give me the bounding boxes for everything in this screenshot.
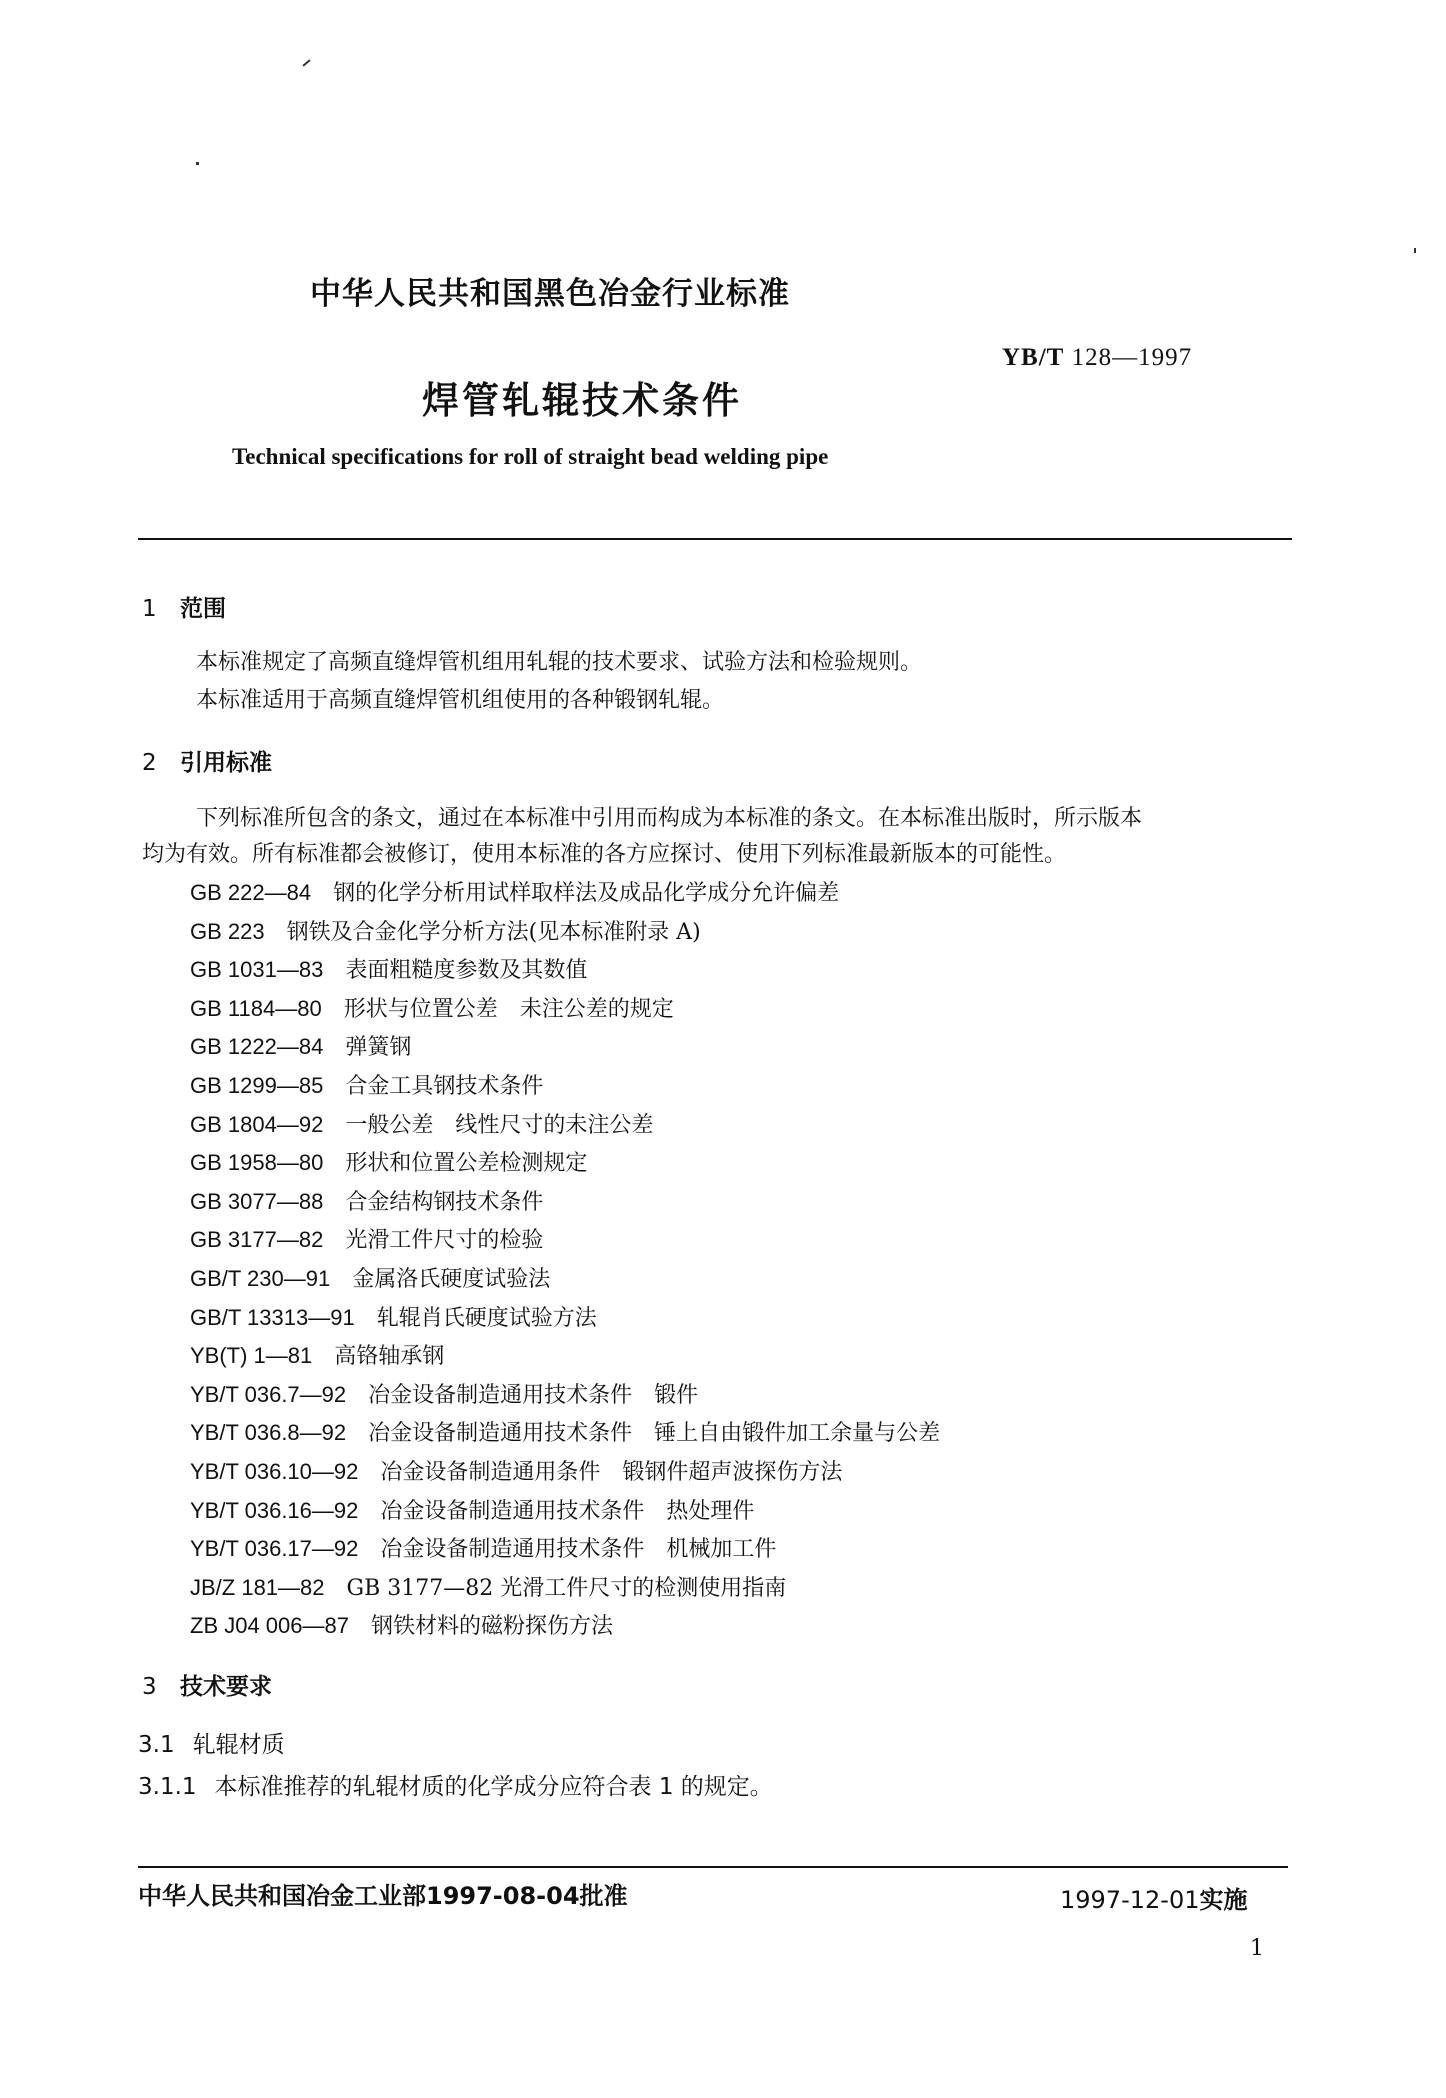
reference-title: 冶金设备制造通用条件 锻钢件超声波探伤方法 xyxy=(380,1459,843,1485)
reference-item xyxy=(190,913,940,952)
scan-mark xyxy=(196,162,199,165)
references-intro: 下列标准所包含的条文，通过在本标准中引用而构成为本标准的条文。在本标准出版时，所示版本 xyxy=(196,806,1143,831)
reference-item xyxy=(190,1106,940,1145)
section-title: 技术要求 xyxy=(180,1674,272,1700)
reference-code: YB/T 036.17—92 xyxy=(190,1536,359,1562)
reference-item xyxy=(190,1376,940,1415)
reference-item xyxy=(190,1144,940,1183)
reference-title: 形状与位置公差 未注公差的规定 xyxy=(343,996,674,1022)
reference-code: GB 1031—83 xyxy=(190,957,324,983)
reference-code: GB 3177—82 xyxy=(190,1227,324,1253)
reference-item xyxy=(190,990,940,1029)
standard-prefix: YB/T xyxy=(1002,344,1065,371)
scope-paragraph: 本标准规定了高频直缝焊管机组用轧辊的技术要求、试验方法和检验规则。 xyxy=(196,650,923,675)
reference-item xyxy=(190,1028,940,1067)
reference-title: 金属洛氏硬度试验法 xyxy=(352,1266,551,1292)
reference-item xyxy=(190,951,940,990)
reference-title: 光滑工件尺寸的检验 xyxy=(345,1228,544,1254)
reference-code: YB(T) 1—81 xyxy=(190,1343,313,1369)
agency-title: 中华人民共和国黑色冶金行业标准 xyxy=(310,276,790,312)
page-number: 1 xyxy=(1250,1936,1264,1961)
reference-title: 冶金设备制造通用技术条件 机械加工件 xyxy=(380,1537,777,1563)
effective-label: 实施 xyxy=(1199,1886,1248,1914)
reference-title: 一般公差 线性尺寸的未注公差 xyxy=(345,1112,654,1138)
reference-title: GB 3177—82 光滑工件尺寸的检测使用指南 xyxy=(346,1575,787,1601)
section-number: 2 xyxy=(142,750,157,776)
reference-code: GB 1804—92 xyxy=(190,1111,324,1137)
effective-line xyxy=(1060,1880,1247,1915)
reference-code: ZB J04 006—87 xyxy=(190,1613,349,1639)
document-title: 焊管轧辊技术条件 xyxy=(422,379,742,422)
references-intro: 均为有效。所有标准都会被修订，使用本标准的各方应探讨、使用下列标准最新版本的可能性。 xyxy=(142,842,1067,867)
clause-number: 3.1.1 xyxy=(138,1774,197,1800)
reference-item xyxy=(190,1067,940,1106)
effective-date: 1997-12-01 xyxy=(1060,1886,1200,1914)
standard-code xyxy=(1002,344,1192,372)
reference-code: GB 223 xyxy=(190,918,265,944)
reference-item xyxy=(190,1337,940,1376)
reference-item xyxy=(190,1260,940,1299)
reference-code: GB 1222—84 xyxy=(190,1034,324,1060)
reference-title: 表面粗糙度参数及其数值 xyxy=(345,958,588,984)
section-number: 1 xyxy=(142,596,157,622)
reference-title: 合金结构钢技术条件 xyxy=(345,1189,544,1215)
reference-title: 冶金设备制造通用技术条件 锤上自由锻件加工余量与公差 xyxy=(368,1421,941,1447)
reference-title: 高铬轴承钢 xyxy=(334,1344,445,1370)
scope-paragraph: 本标准适用于高频直缝焊管机组使用的各种锻钢轧辊。 xyxy=(196,688,725,713)
reference-title: 合金工具钢技术条件 xyxy=(345,1073,544,1099)
standard-number: 128—1997 xyxy=(1071,344,1193,371)
approval-line: 中华人民共和国冶金工业部1997-08-04批准 xyxy=(138,1882,628,1910)
reference-title: 钢铁及合金化学分析方法(见本标准附录 A) xyxy=(286,919,701,945)
reference-title: 弹簧钢 xyxy=(345,1035,412,1061)
reference-title: 钢的化学分析用试样取样法及成品化学成分允许偏差 xyxy=(333,881,840,906)
section-heading-technical xyxy=(142,1668,272,1701)
reference-code: GB 222—84 xyxy=(190,880,312,905)
reference-item xyxy=(190,1299,940,1338)
reference-code: YB/T 036.7—92 xyxy=(190,1381,347,1407)
section-heading-scope xyxy=(142,590,226,623)
footer-divider xyxy=(138,1866,1288,1868)
subsection-heading xyxy=(138,1726,285,1759)
subsection-title: 轧辊材质 xyxy=(192,1732,285,1758)
reference-list xyxy=(190,874,940,1646)
section-title: 范围 xyxy=(180,596,226,622)
reference-code: GB 3077—88 xyxy=(190,1188,324,1214)
reference-title: 钢铁材料的磁粉探伤方法 xyxy=(370,1614,613,1640)
reference-item xyxy=(190,1414,940,1453)
reference-item xyxy=(190,1607,940,1646)
reference-title: 冶金设备制造通用技术条件 热处理件 xyxy=(380,1498,755,1524)
scan-mark xyxy=(1414,248,1416,253)
reference-code: GB 1184—80 xyxy=(190,995,322,1021)
reference-code: GB 1299—85 xyxy=(190,1072,324,1098)
reference-item xyxy=(190,1530,940,1569)
reference-item xyxy=(190,874,940,913)
reference-code: GB/T 13313—91 xyxy=(190,1304,355,1330)
scan-mark xyxy=(302,59,310,66)
section-title: 引用标准 xyxy=(180,750,272,776)
reference-item xyxy=(190,1221,940,1260)
reference-title: 冶金设备制造通用技术条件 锻件 xyxy=(368,1382,699,1408)
reference-code: YB/T 036.16—92 xyxy=(190,1497,359,1523)
header-divider xyxy=(138,538,1292,540)
reference-title: 形状和位置公差检测规定 xyxy=(345,1151,588,1177)
reference-title: 轧辊肖氏硬度试验方法 xyxy=(376,1305,597,1331)
clause-text: 本标准推荐的轧辊材质的化学成分应符合表 1 的规定。 xyxy=(214,1774,773,1800)
reference-item xyxy=(190,1569,940,1608)
section-number: 3 xyxy=(142,1674,157,1700)
reference-code: JB/Z 181—82 xyxy=(190,1574,325,1600)
reference-item xyxy=(190,1453,940,1492)
document-title-en: Technical specifications for roll of straight bead welding pipe xyxy=(232,444,829,469)
reference-code: YB/T 036.8—92 xyxy=(190,1420,347,1446)
reference-code: YB/T 036.10—92 xyxy=(190,1458,359,1484)
reference-item xyxy=(190,1183,940,1222)
subsection-number: 3.1 xyxy=(138,1732,175,1758)
clause xyxy=(138,1768,773,1801)
reference-item xyxy=(190,1492,940,1531)
reference-code: GB 1958—80 xyxy=(190,1150,324,1176)
section-heading-references xyxy=(142,744,272,777)
reference-code: GB/T 230—91 xyxy=(190,1265,331,1291)
